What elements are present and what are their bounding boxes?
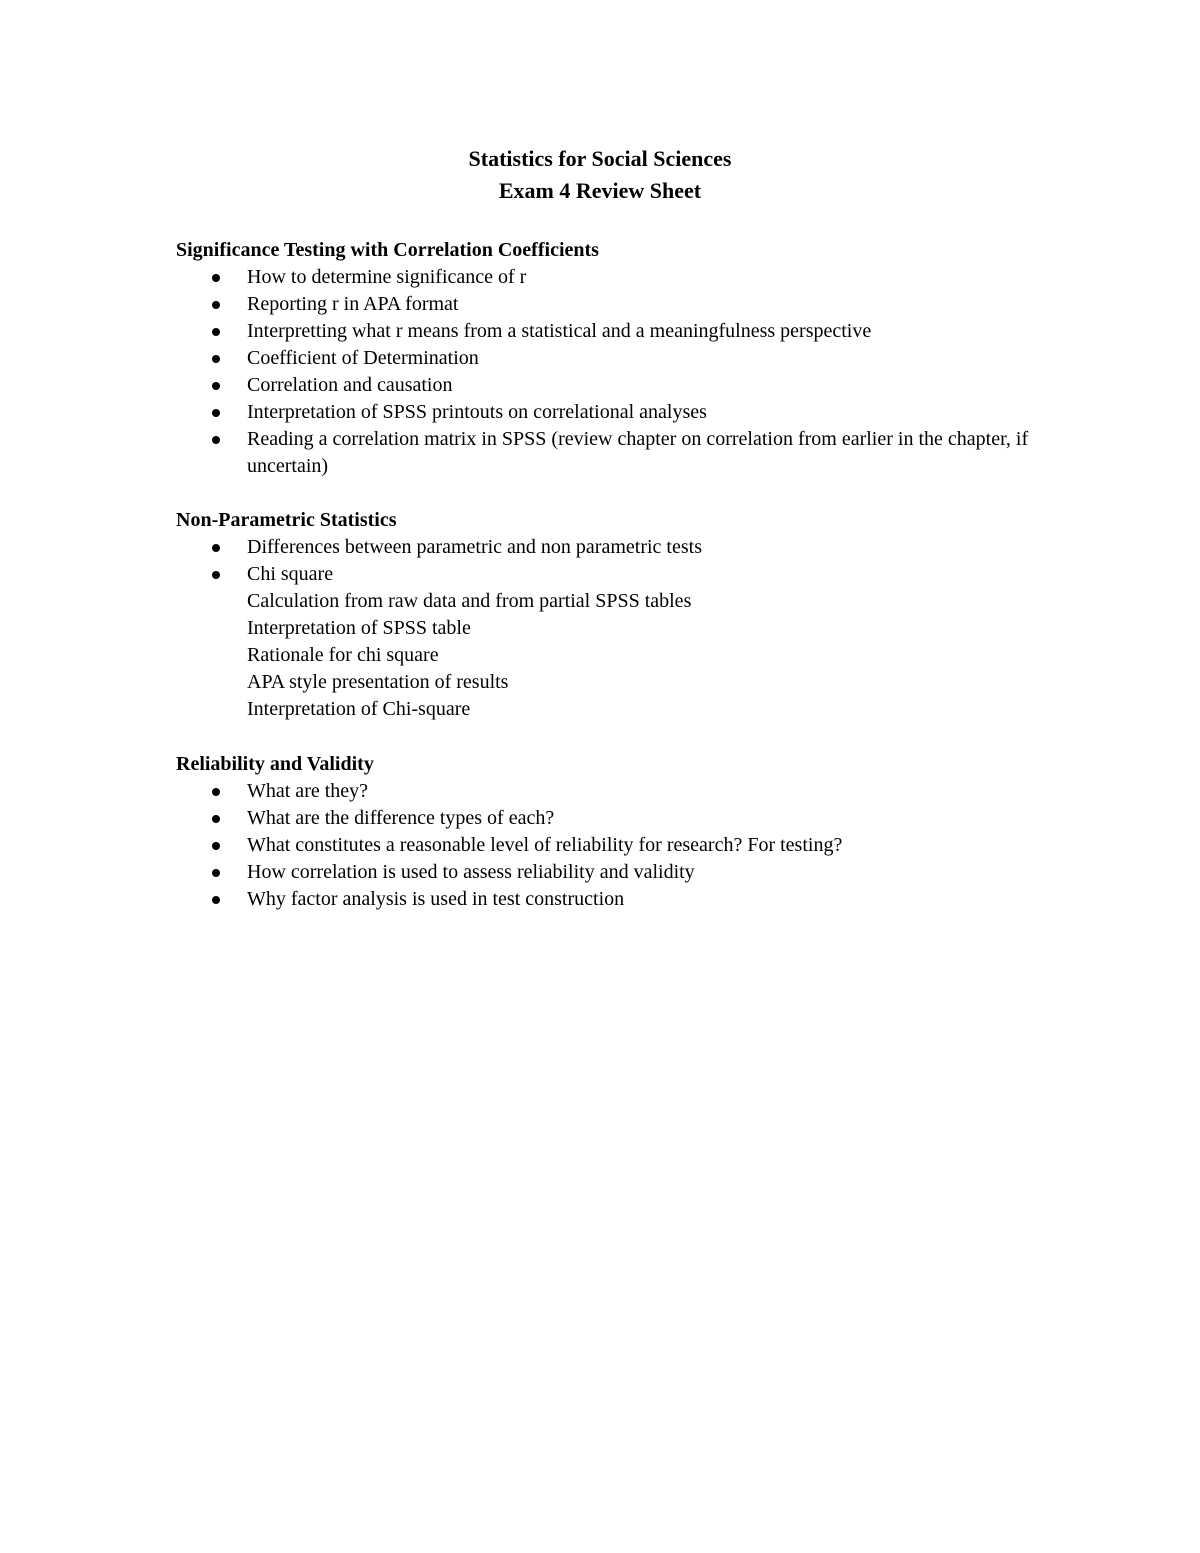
list-item: What are they? — [176, 778, 1036, 805]
title-line-2: Exam 4 Review Sheet — [498, 178, 702, 203]
list-item: What are the difference types of each? — [176, 805, 1036, 832]
list-item: How correlation is used to assess reliability and validity — [176, 859, 1036, 886]
bullet-icon — [212, 842, 220, 850]
bullet-icon — [212, 274, 220, 282]
bullet-icon — [212, 355, 220, 363]
list-item: What constitutes a reasonable level of reliability for research? For testing? — [176, 832, 1036, 859]
bullet-icon — [212, 896, 220, 904]
bullet-icon — [212, 571, 220, 579]
list-item: Interpretation of SPSS printouts on correlational analyses — [176, 399, 1036, 426]
section-heading: Non-Parametric Statistics — [176, 509, 397, 531]
list-item: Why factor analysis is used in test construction — [176, 886, 1036, 913]
sub-list-item: Calculation from raw data and from partial SPSS tables — [247, 590, 692, 612]
list-item: Reading a correlation matrix in SPSS (review chapter on correlation from earlier in the chapter, if uncertain) — [176, 426, 1036, 480]
sub-list-item: Interpretation of SPSS table — [247, 617, 471, 639]
list-item: Interpretting what r means from a statistical and a meaningfulness perspective — [176, 318, 1036, 345]
sub-list-item: Interpretation of Chi-square — [247, 698, 471, 720]
list-item: Reporting r in APA format — [176, 291, 1036, 318]
bullet-icon — [212, 328, 220, 336]
bullet-icon — [212, 436, 220, 444]
section-significance-testing — [176, 237, 1036, 480]
bullet-icon — [212, 382, 220, 390]
bullet-icon — [212, 815, 220, 823]
bullet-icon — [212, 869, 220, 877]
title-line-1: Statistics for Social Sciences — [468, 146, 732, 171]
document-title — [0, 143, 1200, 207]
bullet-icon — [212, 409, 220, 417]
section-heading: Reliability and Validity — [176, 753, 374, 775]
bullet-icon — [212, 301, 220, 309]
list-item: Chi square — [176, 561, 1036, 588]
section-reliability-validity — [176, 751, 1036, 913]
section-non-parametric — [176, 507, 1036, 723]
list-item: How to determine significance of r — [176, 264, 1036, 291]
bullet-icon — [212, 788, 220, 796]
list-item: Correlation and causation — [176, 372, 1036, 399]
list-item: Coefficient of Determination — [176, 345, 1036, 372]
bullet-icon — [212, 544, 220, 552]
section-heading: Significance Testing with Correlation Coefficients — [176, 239, 599, 261]
sub-list-item: Rationale for chi square — [247, 644, 439, 666]
sub-list-item: APA style presentation of results — [247, 671, 509, 693]
list-item: Differences between parametric and non parametric tests — [176, 534, 1036, 561]
